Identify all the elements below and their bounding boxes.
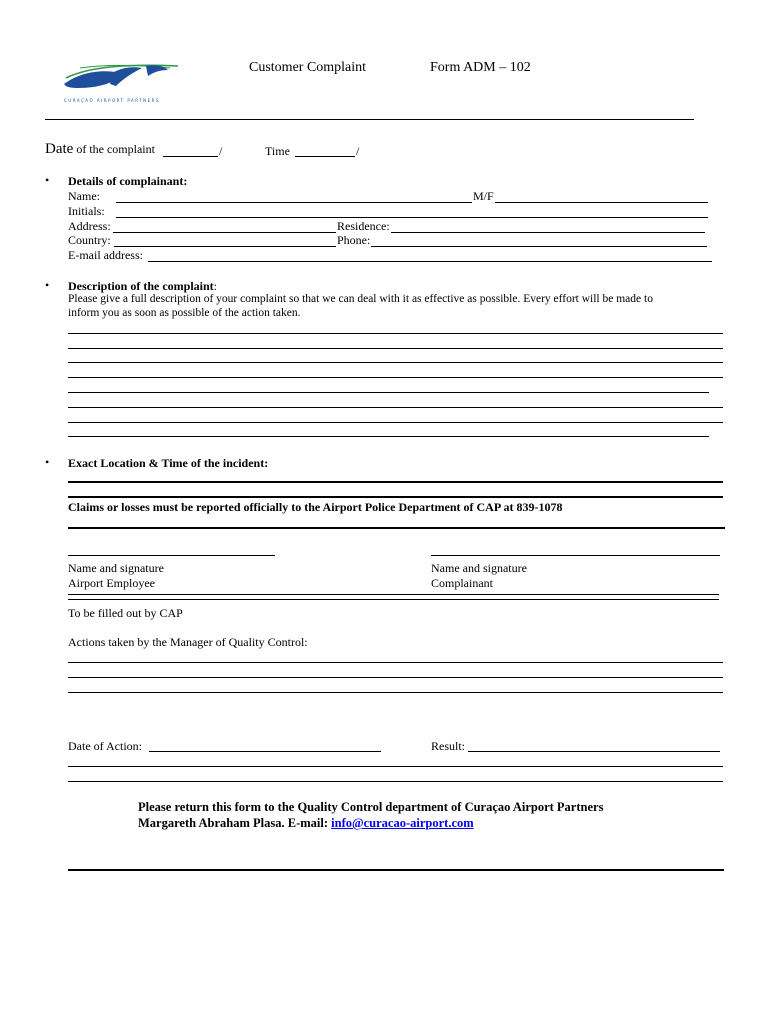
date-of-action-label: Date of Action:	[68, 739, 142, 753]
return-instruction: Please return this form to the Quality Control department of Curaçao Airport Partners	[138, 800, 604, 814]
description-heading-text: Description of the complaint	[68, 279, 214, 293]
time-label: Time	[265, 144, 290, 158]
claims-note: Claims or losses must be reported officially to the Airport Police Department of CAP at 839-1078	[68, 500, 563, 514]
complainant-signature-label: Name and signature	[431, 561, 527, 575]
actions-line[interactable]	[68, 662, 723, 663]
description-line[interactable]	[68, 407, 723, 408]
bullet-icon: •	[45, 455, 50, 469]
residence-field[interactable]	[391, 232, 705, 233]
description-line[interactable]	[68, 377, 723, 378]
date-field[interactable]	[163, 156, 218, 157]
bullet-icon: •	[45, 173, 50, 187]
complainant-role: Complainant	[431, 576, 493, 590]
date-slash: /	[219, 144, 223, 158]
employee-role: Airport Employee	[68, 576, 155, 590]
incident-heading: Exact Location & Time of the incident:	[68, 456, 269, 470]
time-slash: /	[356, 144, 360, 158]
initials-label: Initials:	[68, 204, 105, 218]
phone-field[interactable]	[371, 246, 707, 247]
mf-label: M/F	[473, 189, 494, 203]
description-line[interactable]	[68, 333, 723, 334]
footer-divider	[68, 869, 724, 871]
claims-divider	[68, 527, 725, 529]
time-field[interactable]	[295, 156, 355, 157]
result-label: Result:	[431, 739, 466, 753]
email-link[interactable]: info@curacao-airport.com	[331, 816, 474, 830]
form-number: Form ADM – 102	[430, 60, 531, 75]
description-heading-colon: :	[213, 279, 217, 293]
description-line[interactable]	[68, 436, 709, 437]
phone-label: Phone:	[337, 233, 371, 247]
header-divider	[45, 119, 694, 120]
complaint-date-label	[45, 141, 155, 158]
date-rest-label: of the complaint	[76, 142, 155, 156]
description-line[interactable]	[68, 422, 723, 423]
complainant-signature-field[interactable]	[431, 555, 720, 556]
name-label: Name:	[68, 189, 100, 203]
description-instruction: Please give a full description of your complaint so that we can deal with it as effective as possible. Every effort will be made to	[68, 293, 653, 305]
airport-logo	[60, 58, 184, 106]
name-field[interactable]	[116, 202, 472, 203]
complainant-heading: Details of complainant:	[68, 174, 188, 188]
contact-line	[138, 816, 474, 831]
address-field[interactable]	[113, 232, 336, 233]
description-line[interactable]	[68, 348, 723, 349]
incident-line[interactable]	[68, 496, 723, 498]
description-line[interactable]	[68, 362, 723, 363]
initials-field[interactable]	[116, 217, 708, 218]
date-big-label: Date	[45, 141, 74, 157]
bullet-icon: •	[45, 278, 50, 292]
residence-label: Residence:	[337, 219, 390, 233]
actions-label: Actions taken by the Manager of Quality Control:	[68, 635, 308, 649]
country-field[interactable]	[114, 246, 336, 247]
email-field[interactable]	[148, 261, 712, 262]
employee-signature-label: Name and signature	[68, 561, 164, 575]
result-line[interactable]	[68, 766, 723, 767]
incident-line[interactable]	[68, 481, 723, 483]
description-instruction-cont: inform you as soon as possible of the action taken.	[68, 307, 301, 319]
actions-line[interactable]	[68, 677, 723, 678]
result-field[interactable]	[468, 751, 720, 752]
contact-text: Margareth Abraham Plasa. E-mail:	[138, 816, 329, 830]
date-of-action-field[interactable]	[149, 751, 381, 752]
email-label: E-mail address:	[68, 248, 143, 262]
form-title: Customer Complaint	[249, 60, 367, 75]
description-heading	[68, 279, 217, 294]
actions-line[interactable]	[68, 692, 723, 693]
description-line[interactable]	[68, 392, 709, 393]
mf-field[interactable]	[495, 202, 708, 203]
address-label: Address:	[68, 219, 111, 233]
result-line[interactable]	[68, 781, 723, 782]
country-label: Country:	[68, 233, 111, 247]
section-separator	[68, 594, 719, 600]
logo-tagline: CURAÇAO AIRPORT PARTNERS	[64, 98, 161, 103]
filled-by-note: To be filled out by CAP	[68, 606, 183, 620]
employee-signature-field[interactable]	[68, 555, 275, 556]
